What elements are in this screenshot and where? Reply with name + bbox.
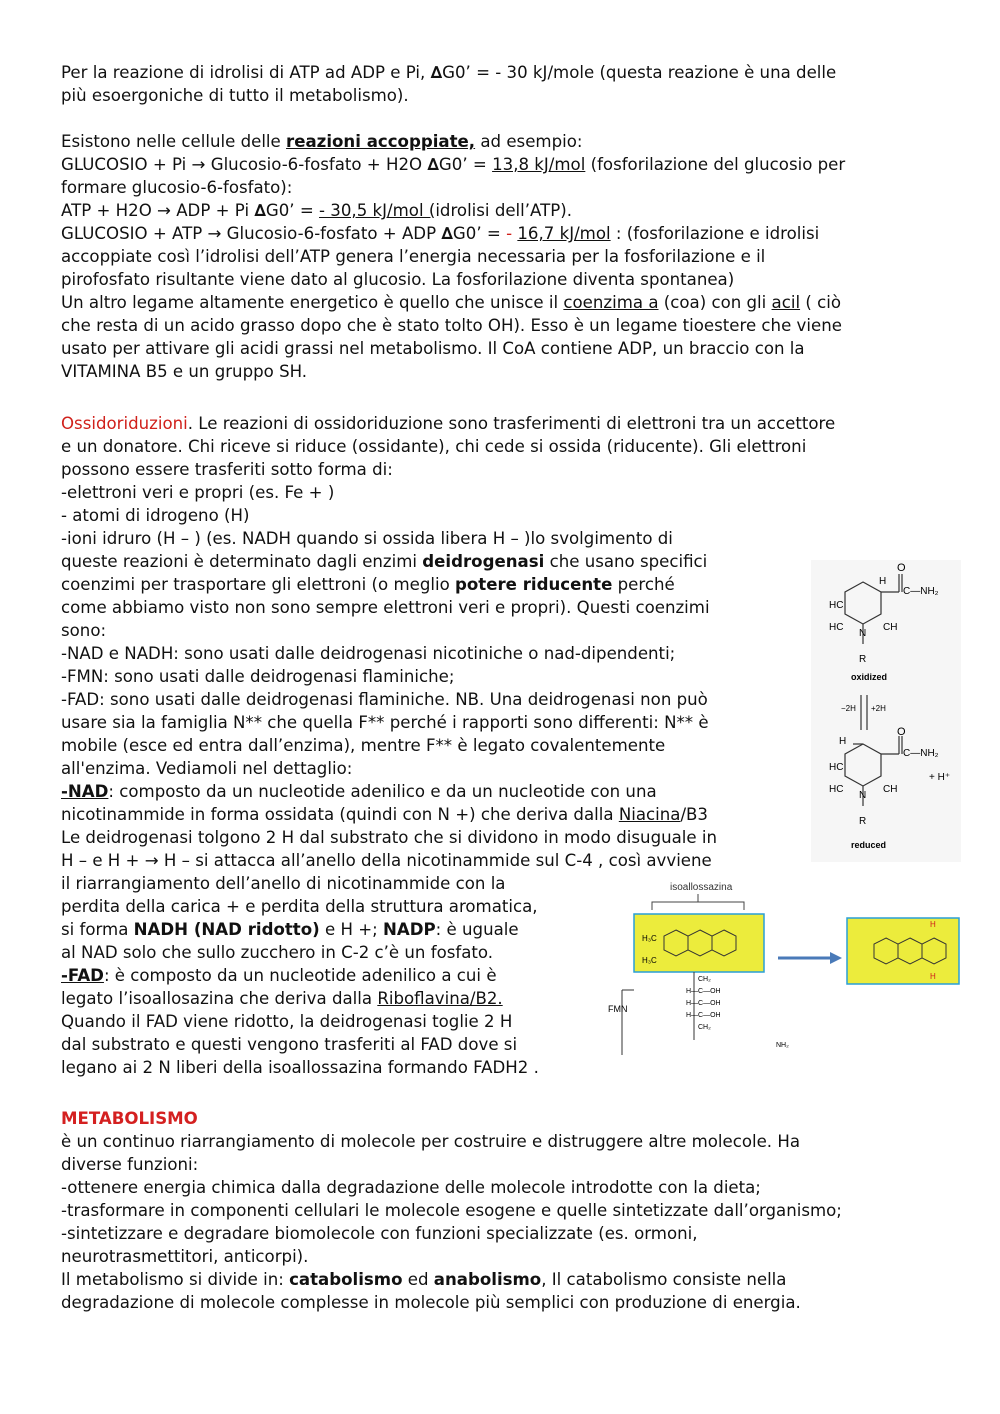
text-line: e un donatore. Chi riceve si riduce (ossidante), chi cede si ossida (riducente). Gli elettroni bbox=[61, 437, 807, 456]
text-span: ATP + H2O → ADP + Pi bbox=[61, 201, 255, 220]
hc-label: HC bbox=[829, 762, 844, 773]
amine-label: NH₂ bbox=[776, 1042, 789, 1049]
emphasis: -NAD bbox=[61, 782, 109, 801]
hydrogen-label: H bbox=[879, 576, 887, 587]
text-span: idrolisi dell’ATP). bbox=[435, 201, 573, 220]
hydroxyl-label: H—C—OH bbox=[686, 988, 721, 995]
text-line: -trasformare in componenti cellulari le molecole esogene e quelle sintetizzate dall’organismo; bbox=[61, 1201, 842, 1220]
oxygen-label: O bbox=[897, 726, 906, 738]
text-line: -ioni idruro (H – ) (es. NADH quando si ossida libera H – )lo svolgimento di bbox=[61, 529, 673, 548]
oxygen-label: O bbox=[897, 562, 906, 574]
text-span: nicotinammide in forma ossidata (quindi con N +) che deriva dalla bbox=[61, 805, 619, 824]
paragraph-metabolism bbox=[61, 1107, 941, 1314]
amide-label: C—NH₂ bbox=[903, 748, 939, 759]
equilibrium-arrows bbox=[861, 695, 867, 730]
text-line: accoppiate così l’idrolisi dell’ATP genera l’energia necessaria per la fosforilazione e il bbox=[61, 247, 766, 266]
text-line: -FMN: sono usati dalle deidrogenasi flaminiche; bbox=[61, 667, 455, 686]
text-span: : (fosforilazione e idrolisi bbox=[610, 224, 820, 243]
methyl-label: H₃C bbox=[642, 956, 657, 965]
text-line: -FAD: sono usati dalle deidrogenasi flaminiche. NB. Una deidrogenasi non può bbox=[61, 690, 708, 709]
fad-isoalloxazine-figure bbox=[604, 880, 964, 1055]
text-span: si forma bbox=[61, 920, 134, 939]
text-line bbox=[61, 573, 941, 596]
text-line: Quando il FAD viene ridotto, la deidrogenasi toglie 2 H bbox=[61, 1012, 513, 1031]
text-line: usato per attivare gli acidi grassi nel metabolismo. Il CoA contiene ADP, un braccio con la bbox=[61, 339, 805, 358]
text-line: -ottenere energia chimica dalla degradazione delle molecole introdotte con la dieta; bbox=[61, 1178, 761, 1197]
nad-redox-figure bbox=[811, 560, 961, 862]
text-line bbox=[61, 61, 941, 84]
r-group-label: R bbox=[859, 816, 867, 827]
underlined-term: Niacina bbox=[618, 805, 681, 824]
text-line: H – e H + → H – si attacca all’anello della nicotinammide sul C-4 , così avviene bbox=[61, 851, 712, 870]
emphasis: reazioni accoppiate, bbox=[286, 132, 476, 151]
text-line: che resta di un acido grasso dopo che è stato tolto OH). Esso è un legame tioestere che viene bbox=[61, 316, 842, 335]
methyl-label: H₃C bbox=[642, 934, 657, 943]
delta-symbol: ∆ bbox=[427, 155, 439, 174]
text-line: -elettroni veri e propri (es. Fe + ) bbox=[61, 483, 335, 502]
ch2-label: CH₂ bbox=[698, 1024, 711, 1031]
text-line bbox=[61, 153, 941, 176]
text-span: G0’ = bbox=[438, 155, 493, 174]
reduced-hydrogen-label: H bbox=[930, 972, 936, 981]
emphasis: catabolismo bbox=[289, 1270, 403, 1289]
text-span: e H +; bbox=[319, 920, 383, 939]
text-line: VITAMINA B5 e un gruppo SH. bbox=[61, 362, 308, 381]
text-span: ed bbox=[402, 1270, 434, 1289]
isoalloxazine-title: isoallossazina bbox=[670, 882, 733, 893]
underlined-value: 16,7 kJ/mol bbox=[517, 224, 611, 243]
text-line: degradazione di molecole complesse in molecole più semplici con produzione di energia. bbox=[61, 1293, 801, 1312]
reduced-ring-box bbox=[847, 918, 959, 984]
text-span: , Il catabolismo consiste nella bbox=[541, 1270, 787, 1289]
text-span: ad esempio: bbox=[475, 132, 583, 151]
text-line: usare sia la famiglia N** che quella F** perché i rapporti sono differenti: N** è bbox=[61, 713, 709, 732]
underlined-value: - 30,5 kJ/mol ( bbox=[319, 201, 436, 220]
r-group-label: R bbox=[859, 654, 867, 665]
underlined-term: coenzima a bbox=[563, 293, 659, 312]
text-line: il riarrangiamento dell’anello di nicotinammide con la bbox=[61, 874, 506, 893]
text-span: GLUCOSIO + ATP → Glucosio-6-fosfato + ADP bbox=[61, 224, 442, 243]
text-span: G0’ = bbox=[265, 201, 320, 220]
text-line bbox=[61, 550, 941, 573]
text-line: formare glucosio-6-fosfato): bbox=[61, 178, 293, 197]
text-line: Le deidrogenasi tolgono 2 H dal substrato che si dividono in modo disuguale in bbox=[61, 828, 718, 847]
text-span: : composto da un nucleotide adenilico e da un nucleotide con una bbox=[108, 782, 657, 801]
isoalloxazine-diagram bbox=[604, 880, 964, 1055]
emphasis: potere riducente bbox=[455, 575, 613, 594]
text-line: dal substrato e questi vengono trasferiti al FAD dove si bbox=[61, 1035, 518, 1054]
underlined-term: Riboflavina/B2. bbox=[377, 989, 503, 1008]
hc-label: HC bbox=[829, 784, 844, 795]
bracket bbox=[652, 902, 744, 910]
underlined-term: acil bbox=[771, 293, 801, 312]
reduced-hydrogen-label: H bbox=[930, 920, 936, 929]
text-span: GLUCOSIO + Pi → Glucosio-6-fosfato + H2O bbox=[61, 155, 428, 174]
text-line: possono essere trasferiti sotto forma di: bbox=[61, 460, 393, 479]
text-span: queste reazioni è determinato dagli enzimi bbox=[61, 552, 423, 571]
minus-2h-label: −2H bbox=[841, 704, 856, 713]
text-line bbox=[61, 1268, 941, 1291]
text-span: che usano specifici bbox=[544, 552, 708, 571]
text-span: (coa) con gli bbox=[658, 293, 772, 312]
text-line: all'enzima. Vediamoli nel dettaglio: bbox=[61, 759, 353, 778]
text-line: è un continuo riarrangiamento di molecole per costruire e distruggere altre molecole. Ha bbox=[61, 1132, 801, 1151]
text-line bbox=[61, 291, 941, 314]
text-line: come abbiamo visto non sono sempre elettroni veri e propri). Questi coenzimi bbox=[61, 598, 710, 617]
hydroxyl-label: H—C—OH bbox=[686, 1000, 721, 1007]
text-line: mobile (esce ed entra dall’enzima), mentre F** è legato covalentemente bbox=[61, 736, 666, 755]
text-line: perdita della carica + e perdita della struttura aromatica, bbox=[61, 897, 538, 916]
text-line: neurotrasmettitori, anticorpi). bbox=[61, 1247, 309, 1266]
text-line: diverse funzioni: bbox=[61, 1155, 199, 1174]
oxidized-ring bbox=[845, 574, 902, 644]
ch-label: CH bbox=[883, 784, 898, 795]
text-line: più esoergoniche di tutto il metabolismo). bbox=[61, 86, 409, 105]
text-line bbox=[61, 412, 941, 435]
text-line bbox=[61, 199, 941, 222]
nitrogen-label: N bbox=[859, 790, 867, 801]
text-line: sono: bbox=[61, 621, 107, 640]
plus-2h-label: +2H bbox=[871, 704, 886, 713]
hc-label: HC bbox=[829, 600, 844, 611]
emphasis: -FAD bbox=[61, 966, 104, 985]
fmn-label: FMN bbox=[608, 1004, 628, 1014]
oxidized-label: oxidized bbox=[851, 672, 888, 682]
text-line: pirofosfato risultante viene dato al glucosio. La fosforilazione diventa spontanea) bbox=[61, 270, 735, 289]
underlined-value: 13,8 kJ/mol bbox=[492, 155, 586, 174]
delta-symbol: ∆ bbox=[254, 201, 266, 220]
section-heading: Ossidoriduzioni bbox=[61, 414, 188, 433]
text-span: /B3 bbox=[680, 805, 708, 824]
paragraph-coupled-reactions bbox=[61, 130, 941, 383]
text-span: Esistono nelle cellule delle bbox=[61, 132, 287, 151]
section-heading: METABOLISMO bbox=[61, 1109, 198, 1128]
reduced-ring bbox=[845, 736, 902, 806]
ch-label: CH bbox=[883, 622, 898, 633]
hydrogen-label: H bbox=[839, 736, 847, 747]
text-line bbox=[61, 780, 941, 803]
hydroxyl-label: H—C—OH bbox=[686, 1012, 721, 1019]
text-span: coenzimi per trasportare gli elettroni (o meglio bbox=[61, 575, 456, 594]
amide-label: C—NH₂ bbox=[903, 586, 939, 597]
text-line bbox=[61, 130, 941, 153]
text-span: G0’ = bbox=[452, 224, 507, 243]
text-span: : è uguale bbox=[435, 920, 519, 939]
text-line: legano ai 2 N liberi della isoallossazina formando FADH2 . bbox=[61, 1058, 539, 1077]
text-span: . Le reazioni di ossidoriduzione sono trasferimenti di elettroni tra un accettore bbox=[187, 414, 836, 433]
text-span: Un altro legame altamente energetico è quello che unisce il bbox=[61, 293, 564, 312]
text-line: -sintetizzare e degradare biomolecole con funzioni specializzate (es. ormoni, bbox=[61, 1224, 698, 1243]
emphasis: anabolismo bbox=[433, 1270, 542, 1289]
hc-label: HC bbox=[829, 622, 844, 633]
text-span: ( ciò bbox=[800, 293, 841, 312]
emphasis: NADP bbox=[383, 920, 436, 939]
red-minus: - bbox=[506, 224, 513, 243]
emphasis: deidrogenasi bbox=[422, 552, 545, 571]
proton-label: + H⁺ bbox=[929, 772, 951, 783]
emphasis: NADH (NAD ridotto) bbox=[133, 920, 320, 939]
text-line: al NAD solo che sullo zucchero in C-2 c’è un fosfato. bbox=[61, 943, 494, 962]
text-span: Il metabolismo si divide in: bbox=[61, 1270, 290, 1289]
paragraph-atp-hydrolysis bbox=[61, 61, 941, 107]
text-span: perché bbox=[612, 575, 675, 594]
ch2-label: CH₂ bbox=[698, 976, 711, 983]
text-span: legato l’isoallosazina che deriva dalla bbox=[61, 989, 378, 1008]
reduced-label: reduced bbox=[851, 840, 887, 850]
text-line bbox=[61, 803, 941, 826]
text-span: : è composto da un nucleotide adenilico a cui è bbox=[103, 966, 497, 985]
text-line: - atomi di idrogeno (H) bbox=[61, 506, 250, 525]
text-line bbox=[61, 222, 941, 245]
text-span: G0’ = - 30 kJ/mole (questa reazione è una delle bbox=[442, 63, 837, 82]
text-line: -NAD e NADH: sono usati dalle deidrogenasi nicotiniche o nad-dipendenti; bbox=[61, 644, 676, 663]
delta-symbol: ∆ bbox=[430, 63, 443, 82]
text-span: Per la reazione di idrolisi di ATP ad ADP e Pi, bbox=[61, 63, 431, 82]
nitrogen-label: N bbox=[859, 628, 867, 639]
text-span: (fosforilazione del glucosio per bbox=[585, 155, 846, 174]
delta-symbol: ∆ bbox=[441, 224, 453, 243]
